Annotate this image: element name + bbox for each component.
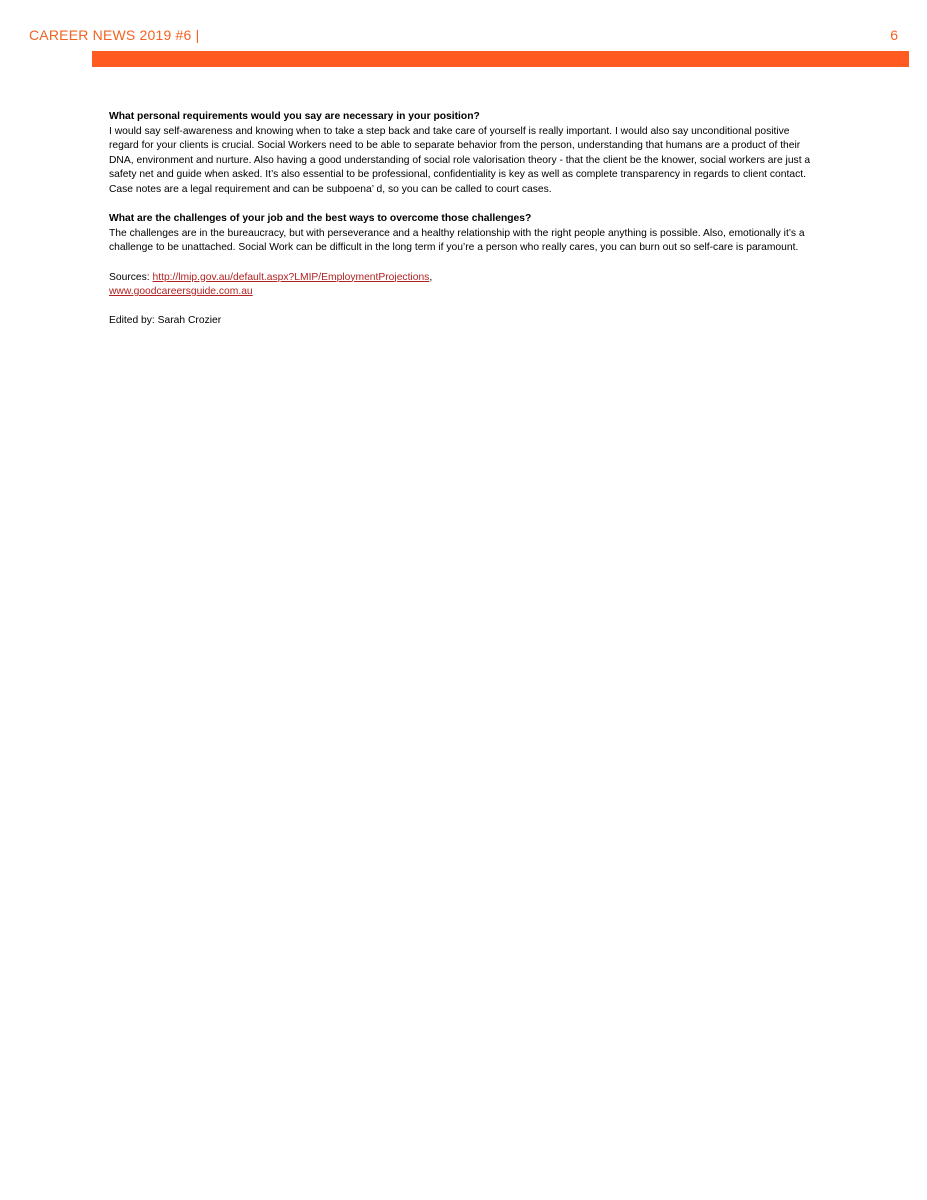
source-link-goodcareersguide[interactable]: www.goodcareersguide.com.au — [109, 286, 253, 298]
sources-separator: , — [429, 271, 433, 283]
page-number: 6 — [890, 27, 898, 43]
header-accent-bar — [92, 51, 909, 67]
article-body — [109, 110, 821, 329]
editor-credit: Edited by: Sarah Crozier — [109, 315, 222, 327]
question-heading: What are the challenges of your job and the best ways to overcome those challenges? — [109, 213, 532, 225]
question-heading: What personal requirements would you say are necessary in your position? — [109, 111, 480, 122]
sources-label: Sources: — [109, 271, 153, 283]
answer-paragraph: The challenges are in the bureaucracy, but with perseverance and a healthy relationship with the right people anything is possible. Also, emotionally it’s a challenge to be unattached. Social Work can be difficult in the long term if you’re a person who really cares, you can burn out so self-care is paramount. — [109, 227, 805, 254]
qa-section-personal-requirements — [109, 110, 821, 198]
source-link-lmip[interactable]: http://lmip.gov.au/default.aspx?LMIP/EmploymentProjections — [152, 271, 430, 283]
sources-block — [109, 271, 821, 300]
newsletter-title: CAREER NEWS 2019 #6 | — [29, 27, 200, 43]
qa-section-challenges — [109, 212, 821, 256]
answer-paragraph: I would say self-awareness and knowing when to take a step back and take care of yourself is really important. I would also say unconditional positive regard for your clients is crucial. Social Workers need to be able to separate behavior from the person, understanding that humans are a product of their DNA, environment and nurture. Also having a good understanding of social role valorisation theory - that the client be the knower, social workers are just a safety net and guide when asked. It’s also essential to be professional, confidentiality is key as well as complete transparency in regards to client contact. Case notes are a legal requirement and can be subpoena’ d, so you can be called to court cases. — [109, 125, 811, 195]
